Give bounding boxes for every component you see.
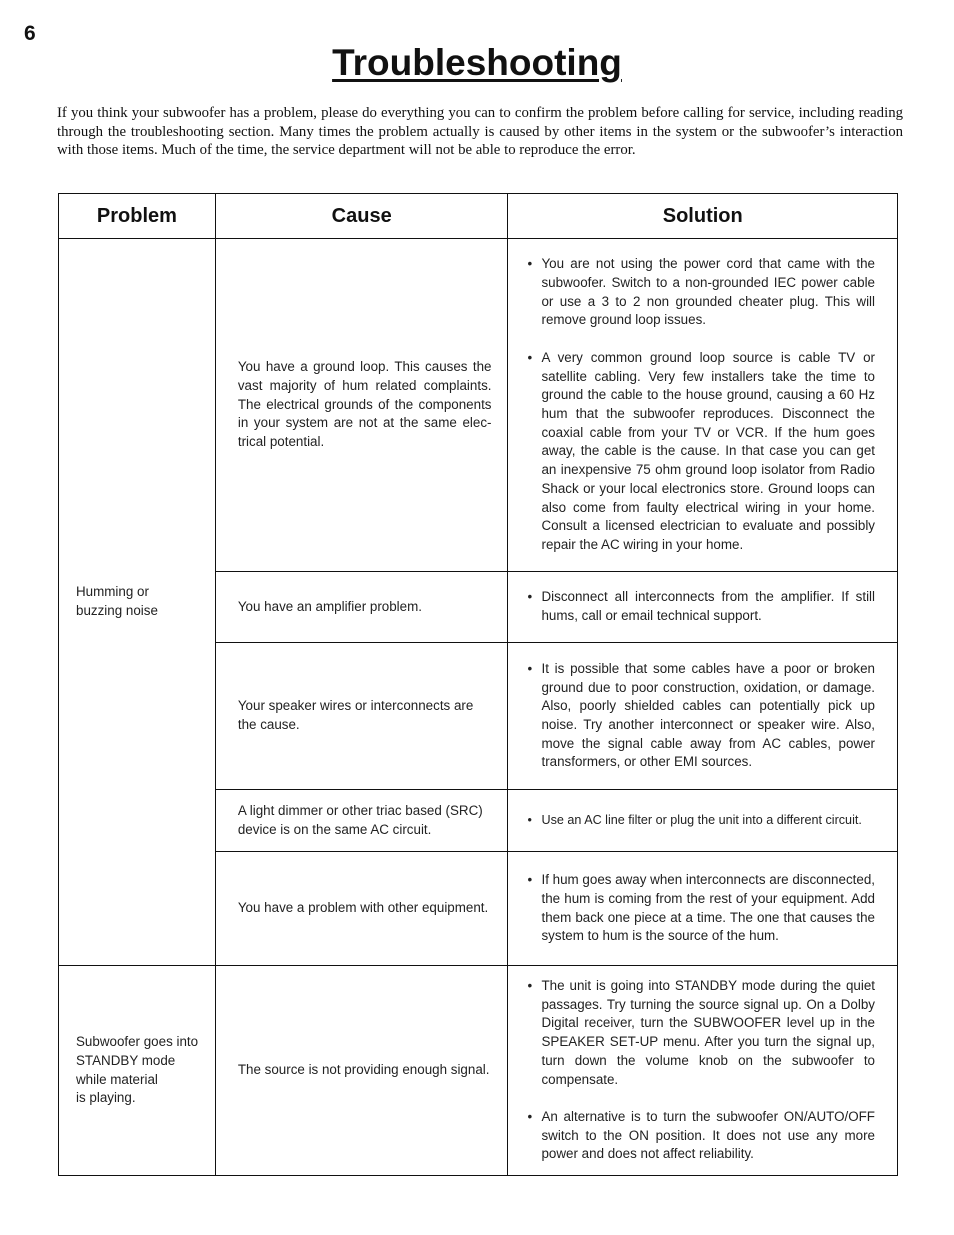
header-problem: Problem <box>59 194 216 239</box>
problem-text: Humming or buzzing noise <box>76 584 158 618</box>
solution-cell <box>508 572 898 643</box>
solution-cell <box>508 852 898 966</box>
solution-item: • The unit is going into STANDBY mode during the quiet passages. Try turning the source signal up. On a Dolby Digital receiver, turn the SUBWOOFER level up in the SPEAKER SET-UP menu. After you turn the signal up, turn down the volume knob on the subwoofer to compensate. <box>524 977 875 1089</box>
cause-text: You have a problem with other equipment. <box>237 900 489 916</box>
cause-text: The source is not providing enough signal. <box>237 1062 490 1078</box>
solution-cell <box>508 966 898 1176</box>
page-title: Troubleshooting <box>332 42 622 83</box>
header-cause: Cause <box>215 194 508 239</box>
solution-item: • A very common ground loop source is cable TV or satellite cabling. Very few installers take the time to ground the cable to the house ground, causing a 60 Hz hum that the subwoofer reproduces. Disconnect the coaxial cable from your TV or VCR. If the hum goes away, the cable is the cause. In that case you can get an inexpensive 75 ohm ground loop isolator from Radio Shack or your local electronics store. Ground loops can also come from faulty electrical wiring in your home. Consult a licensed electrician to evaluate and possibly repair the AC wiring in your home. <box>524 349 875 555</box>
header-solution: Solution <box>508 194 898 239</box>
problem-text: Subwoofer goes into STANDBY mode while material is playing. <box>76 1034 199 1106</box>
solution-item: • Disconnect all interconnects from the amplifier. If still hums, call or email technical support. <box>524 588 875 625</box>
solution-cell <box>508 643 898 790</box>
problem-cell <box>59 966 216 1176</box>
troubleshooting-table <box>58 193 898 1176</box>
solution-item: • You are not using the power cord that came with the subwoofer. Switch to a non-grounded IEC power cable or use a 3 to 2 non grounded cheater plug. This will remove ground loop issues. <box>524 255 875 330</box>
solution-list <box>524 871 875 946</box>
cause-cell <box>215 966 508 1176</box>
solution-item: • Use an AC line filter or plug the unit into a different circuit. <box>524 811 875 830</box>
cause-cell <box>215 239 508 572</box>
solution-item: • If hum goes away when interconnects are disconnected, the hum is coming from the rest of your equipment. Add them back one piece at a time. The one that causes the system to hum is the source of the hum. <box>524 871 875 946</box>
solution-list <box>524 977 875 1164</box>
solution-list <box>524 811 875 830</box>
cause-text: A light dimmer or other triac based (SRC) device is on the same AC circuit. <box>237 802 483 837</box>
cause-text: You have a ground loop. This causes the vast majority of hum related complaints. The electrical grounds of the components in your system are not at the same elec-trical potential. <box>237 359 492 450</box>
intro-paragraph: If you think your subwoofer has a problem, please do everything you can to confirm the problem before calling for service, including reading through the troubleshooting section. Many times the problem actually is caused by other items in the system or the subwoofer’s interaction with those items. Much of the time, the service department will not be able to reproduce the error. <box>57 105 903 159</box>
cause-cell <box>215 790 508 852</box>
table-row <box>59 966 898 1176</box>
cause-cell <box>215 572 508 643</box>
cause-cell <box>215 852 508 966</box>
solution-item: • An alternative is to turn the subwoofer ON/AUTO/OFF switch to the ON position. It does not use any more power and does not affect reliability. <box>524 1108 875 1164</box>
solution-list <box>524 588 875 625</box>
page-number: 6 <box>24 22 36 45</box>
problem-cell <box>59 239 216 966</box>
solution-cell <box>508 790 898 852</box>
solution-cell <box>508 239 898 572</box>
table-row <box>59 239 898 572</box>
cause-text: You have an amplifier problem. <box>237 598 422 614</box>
table-header-row <box>59 194 898 239</box>
cause-cell <box>215 643 508 790</box>
cause-text: Your speaker wires or interconnects are the cause. <box>237 698 474 732</box>
solution-list <box>524 660 875 772</box>
solution-list <box>524 255 875 554</box>
solution-item: • It is possible that some cables have a poor or broken ground due to poor construction, oxidation, or damage. Also, poorly shielded cables can potentially pick up noise. Try another interconnect or speaker wire. Also, move the signal cable away from AC cables, power transformers, or other EMI sources. <box>524 660 875 772</box>
